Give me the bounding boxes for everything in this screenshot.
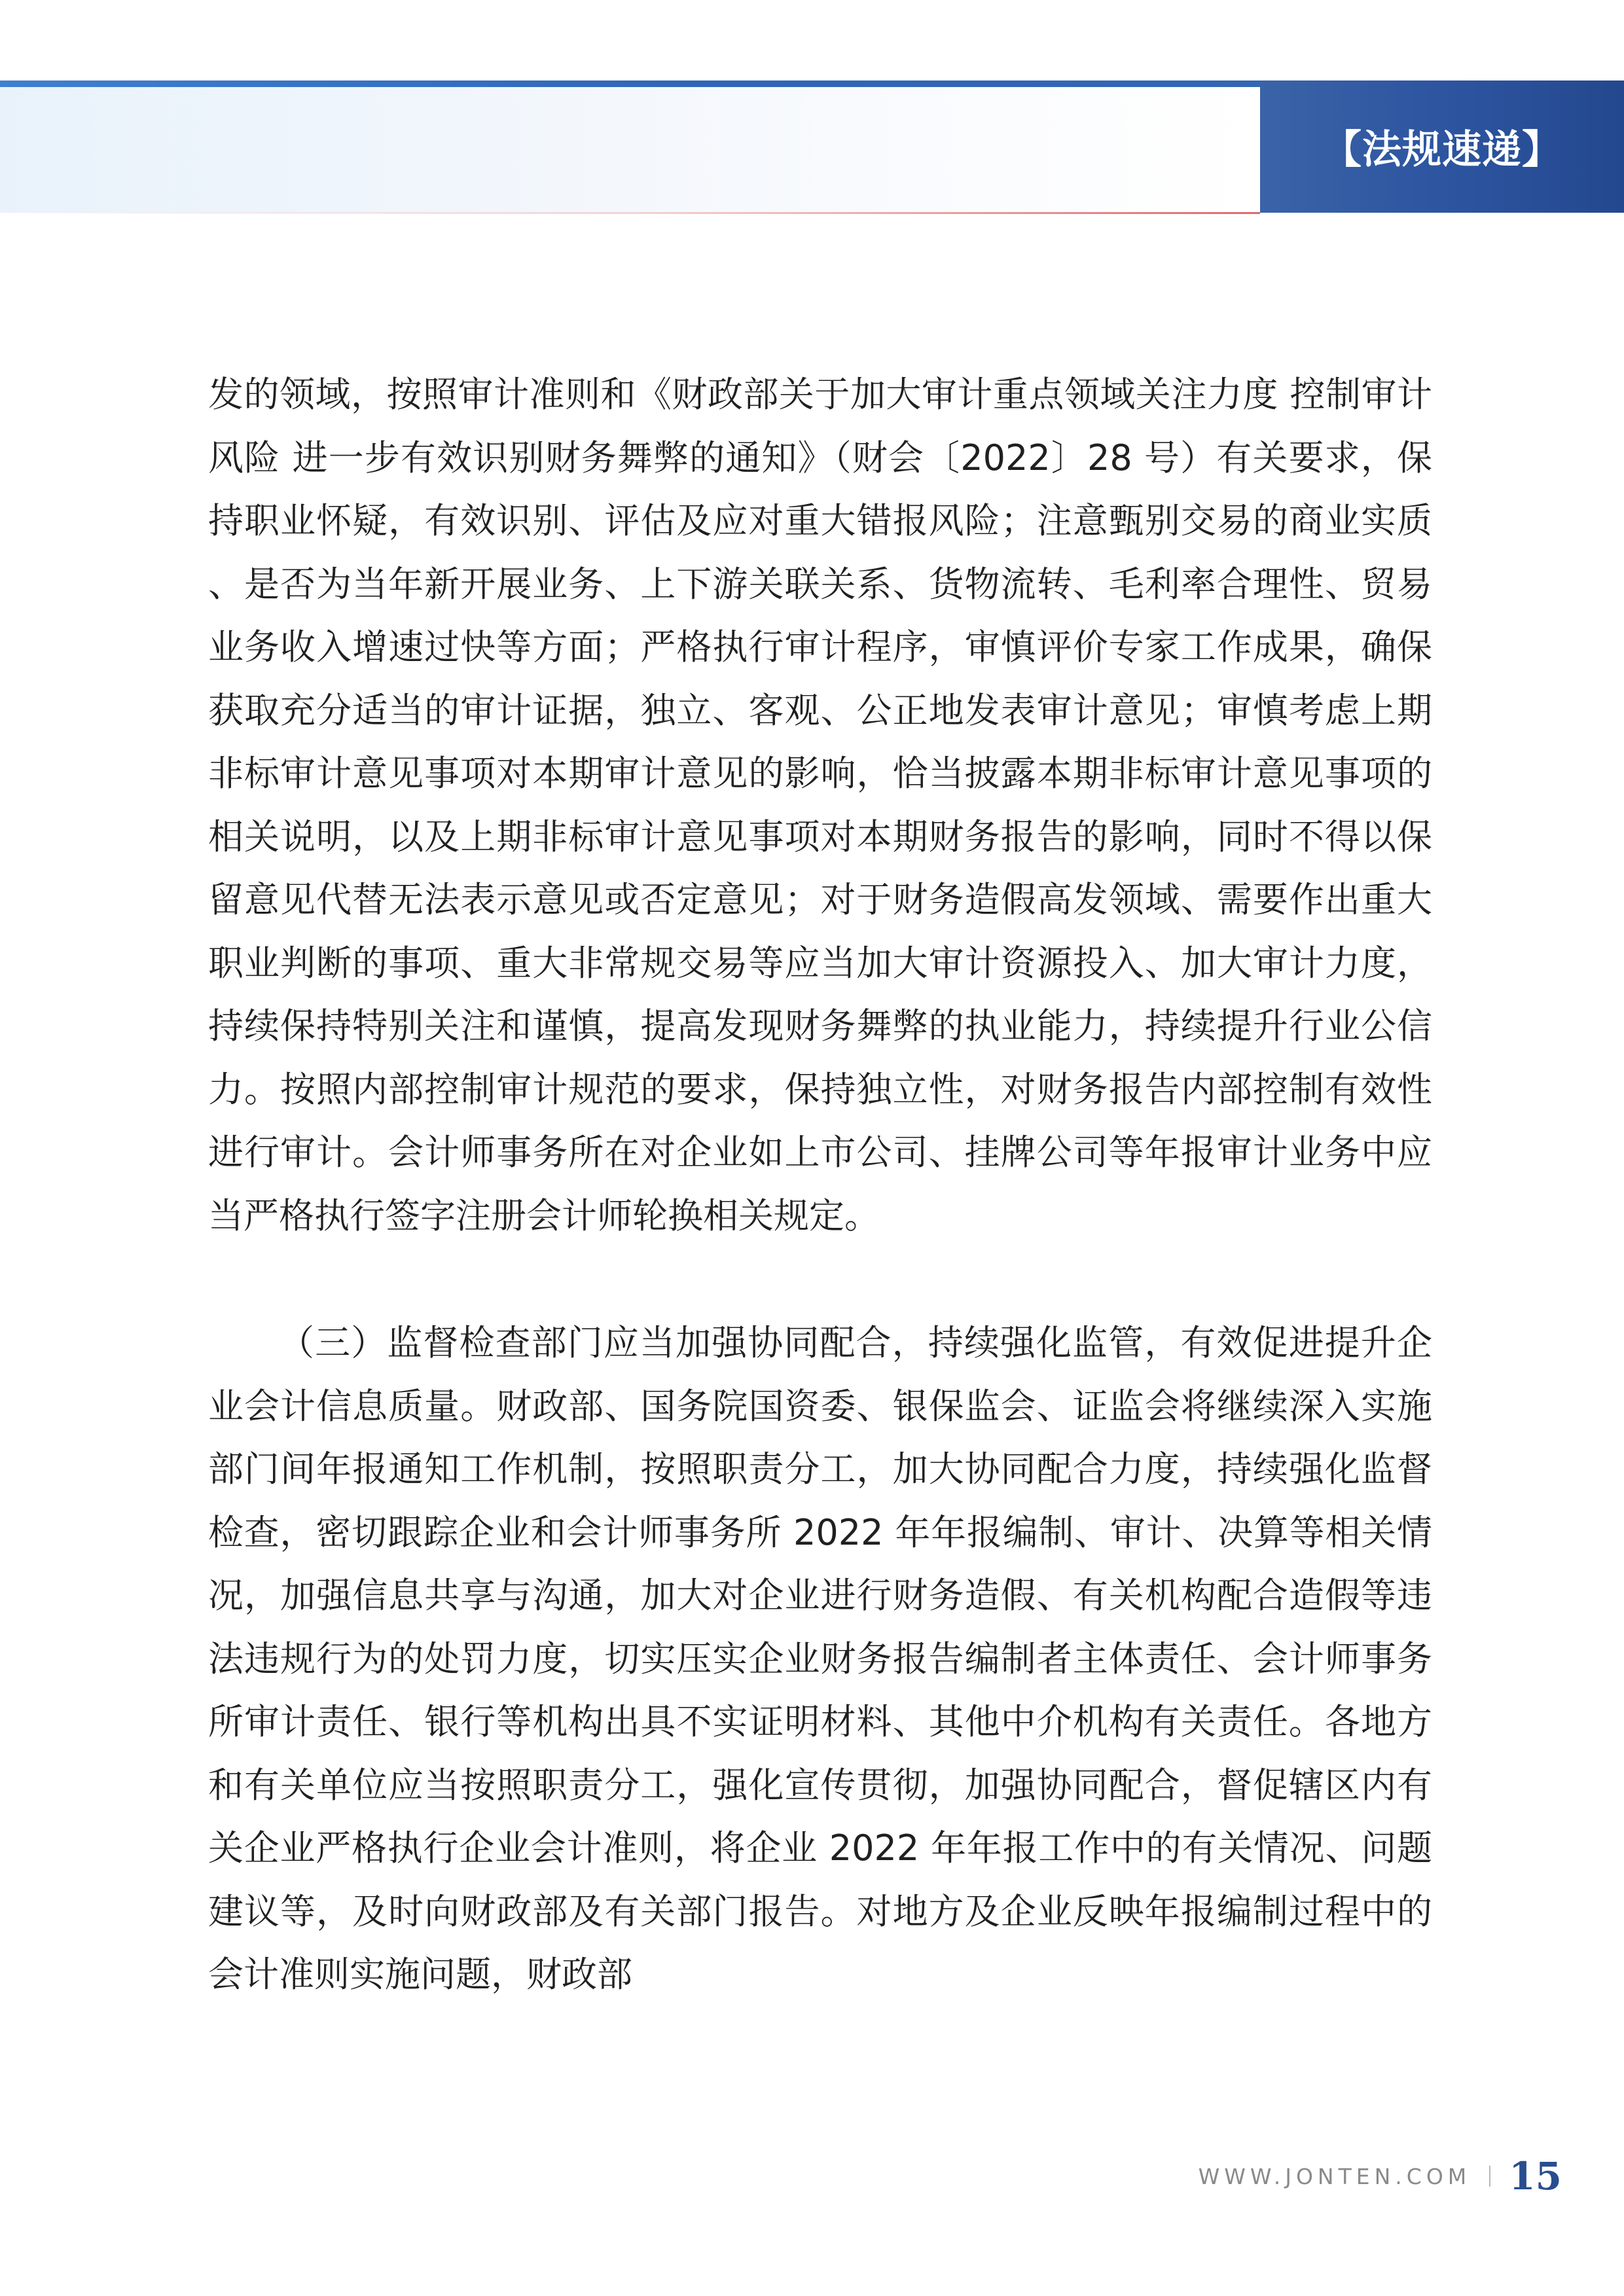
paragraph-spacer (208, 1247, 1432, 1312)
body-paragraph-1: 发的领域，按照审计准则和《财政部关于加大审计重点领域关注力度 控制审计风险 进一步有效识别财务舞弊的通知》（财会〔2022〕28 号）有关要求，保持职业怀疑，有效识别、评估及应对重大错报风险；注意甄别交易的商业实质、是否为当年新开展业务、上下游关联关系、货物流转、毛利率合理性、贸易业务收入增速过快等方面；严格执行审计程序，审慎评价专家工作成果，确保获取充分适当的审计证据，独立、客观、公正地发表审计意见；审慎考虑上期非标审计意见事项对本期审计意见的影响，恰当披露本期非标审计意见事项的相关说明，以及上期非标审计意见事项对本期财务报告的影响，同时不得以保留意见代替无法表示意见或否定意见；对于财务造假高发领域、需要作出重大职业判断的事项、重大非常规交易等应当加大审计资源投入、加大审计力度，持续保持特别关注和谨慎，提高发现财务舞弊的执业能力，持续提升行业公信力。按照内部控制审计规范的要求，保持独立性，对财务报告内部控制有效性进行审计。会计师事务所在对企业如上市公司、挂牌公司等年报审计业务中应当严格执行签字注册会计师轮换相关规定。 (208, 374, 1432, 1236)
header-bottom-rule (0, 212, 1260, 214)
page-number: 15 (1509, 2154, 1562, 2198)
footer-website: WWW.JONTEN.COM (1198, 2163, 1471, 2189)
footer-divider (1489, 2166, 1490, 2187)
header-top-rule (0, 81, 1260, 87)
section-title: 【法规速递】 (1322, 127, 1562, 173)
article-body (208, 363, 1432, 2007)
section-tab (1260, 81, 1624, 213)
page-footer (1199, 2153, 1562, 2199)
body-paragraph-2: （三）监督检查部门应当加强协同配合，持续强化监管，有效促进提升企业会计信息质量。财政部、国务院国资委、银保监会、证监会将继续深入实施部门间年报通知工作机制，按照职责分工，加大协同配合力度，持续强化监督检查，密切跟踪企业和会计师事务所 2022 年年报编制、审计、决算等相关情况，加强信息共享与沟通，加大对企业进行财务造假、有关机构配合造假等违法违规行为的处罚力度，切实压实企业财务报告编制者主体责任、会计师事务所审计责任、银行等机构出具不实证明材料、其他中介机构有关责任。各地方和有关单位应当按照职责分工，强化宣传贯彻，加强协同配合，督促辖区内有关企业严格执行企业会计准则，将企业 2022 年年报工作中的有关情况、问题建议等，及时向财政部及有关部门报告。对地方及企业反映年报编制过程中的会计准则实施问题，财政部 (208, 1322, 1432, 1995)
header-band (0, 87, 1260, 213)
